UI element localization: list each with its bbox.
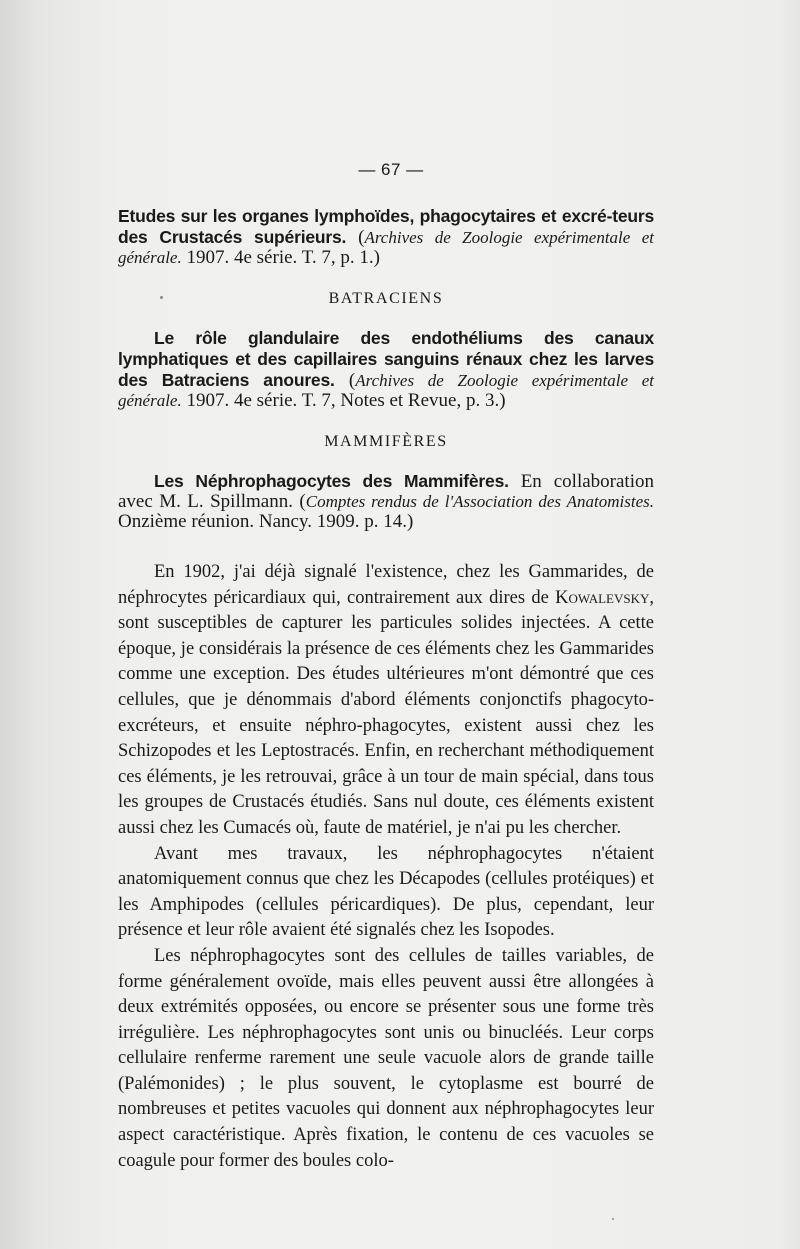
paragraph <box>118 560 654 842</box>
entry-collaboration: En collaboration avec M. L. Spillmann. <box>118 471 654 512</box>
entry-source-open: ( <box>292 491 306 512</box>
section-heading-batraciens: BATRACIENS <box>328 290 444 307</box>
author-name: Kowalevsky <box>555 587 650 608</box>
page-number: — 67 — <box>358 160 424 179</box>
entry-journal: Comptes rendus de l'Association des Anatomistes. <box>305 492 654 511</box>
page-content <box>118 160 654 1174</box>
entry-source-open: ( <box>358 227 365 248</box>
paragraph-text: En 1902, j'ai déjà signalé l'existence, chez les Gammarides, de néphrocytes péricardiaux qui, contrairement aux dires de <box>118 562 654 608</box>
bibliography-entry <box>118 471 654 532</box>
entry-details: 1907. 4e série. T. 7, p. 1.) <box>181 247 380 268</box>
entry-source-open: ( <box>334 370 356 391</box>
entry-details: 1907. 4e série. T. 7, Notes et Revue, p. 3.) <box>181 390 506 411</box>
entry-title: Les Néphrophagocytes des Mammifères. <box>154 471 509 491</box>
section-heading-mammiferes: MAMMIFÈRES <box>324 433 448 450</box>
entry-journal: Archives de Zoologie expérimentale et générale. <box>118 371 654 410</box>
paper-speck <box>612 1218 614 1220</box>
body-text <box>118 560 654 1174</box>
bibliography-entry <box>118 328 654 411</box>
entry-journal: Archives de Zoologie expérimentale et générale. <box>118 228 654 267</box>
entry-details: Onzième réunion. Nancy. 1909. p. 14.) <box>118 511 414 532</box>
entry-title: Le rôle glandulaire des endothéliums des canaux lymphatiques et des capillaires sanguins rénaux chez les larves des Batraciens anoures. <box>118 328 654 390</box>
entry-title: Etudes sur les organes lymphoïdes, phagocytaires et excré-teurs des Crustacés supérieurs. <box>118 206 654 247</box>
paragraph: Avant mes travaux, les néphrophagocytes n'étaient anatomiquement connus que chez les Décapodes (cellules protéiques) et les Amphipodes (cellules péricardiques). De plus, cependant, leur présence et leur rôle avaient été signalés chez les Isopodes. <box>118 843 654 941</box>
paragraph: Les néphrophagocytes sont des cellules de tailles variables, de forme généralement ovoïde, mais elles peuvent aussi être allongées à deux extrémités opposées, ou encore se présenter sous une forme très irrégulière. Les néphrophagocytes sont unis ou binucléés. Leur corps cellulaire renferme rarement une seule vacuole alors de grande taille (Palémonides) ; le plus souvent, le cytoplasme est bourré de nombreuses et petites vacuoles qui donnent aux néphrophagocytes leur aspect caractéristique. Après fixation, le contenu de ces vacuoles se coagule pour former des boules colo- <box>118 945 654 1171</box>
bibliography-entry <box>118 206 654 268</box>
paragraph-text: , sont susceptibles de capturer les particules solides injectées. A cette époque, je considérais la présence de ces éléments chez les Gammarides comme une exception. Des études ultérieures m'ont démontré que ces cellules, que je dénommais d'abord éléments conjonctifs phagocyto-excréteurs, et ensuite néphro-phagocytes, existent aussi chez les Schizopodes et les Leptostracés. Enfin, en recherchant méthodiquement ces éléments, je les retrouvai, grâce à un tour de main spécial, dans tous les groupes de Crustacés étudiés. Sans nul doute, ces éléments existent aussi chez les Cumacés où, faute de matériel, je n'ai pu les chercher. <box>118 587 654 838</box>
